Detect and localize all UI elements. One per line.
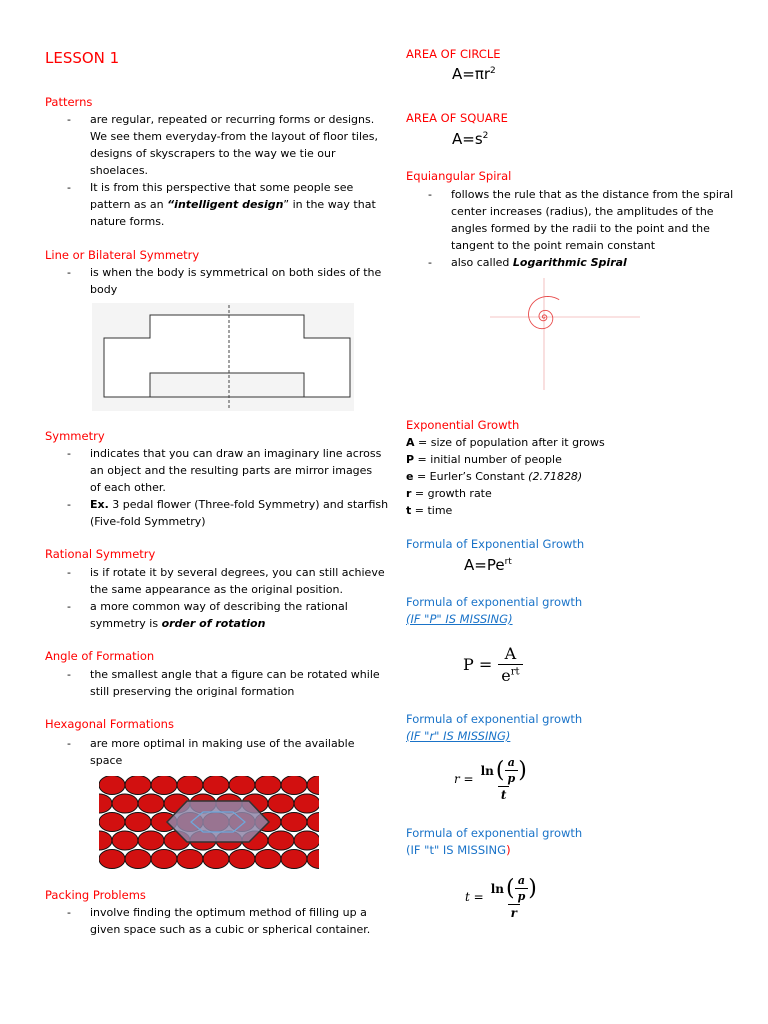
packing-ellipse xyxy=(229,776,255,795)
formula-4: t = ln ( $\frac{a}{p}$ ) r xyxy=(465,874,537,920)
hexagonal-packing-figure xyxy=(99,776,319,869)
bullet-dash: - xyxy=(67,447,71,460)
bilateral-symmetry-figure xyxy=(92,303,354,411)
packing-ellipse xyxy=(268,794,294,813)
packing-ellipse xyxy=(268,831,294,850)
rational-symmetry-heading: Rational Symmetry xyxy=(45,547,156,561)
formula-1-heading: Formula of Exponential Growth xyxy=(406,537,585,551)
packing-ellipse xyxy=(177,850,203,869)
packing-ellipse xyxy=(99,850,125,869)
packing-ellipse xyxy=(203,776,229,795)
symmetry-heading: Symmetry xyxy=(45,429,105,443)
bullet-dash: - xyxy=(67,266,71,279)
packing-ellipse xyxy=(138,794,164,813)
area-circle-formula: $A=\pi r^2$ xyxy=(452,65,496,83)
bullet-dash: - xyxy=(67,737,71,750)
rational-bullet-1: is if rotate it by several degrees, you can still achieve the same appearance as the original position. xyxy=(90,566,385,596)
bullet-dash: - xyxy=(428,188,432,201)
symmetry-bullet-1: indicates that you can draw an imaginary line across an object and the resulting parts are mirror images of each other. xyxy=(90,447,382,494)
formula-2-heading: Formula of exponential growth xyxy=(406,595,583,609)
packing-ellipse xyxy=(203,850,229,869)
packing-ellipse xyxy=(125,776,151,795)
formula-3-subheading: (IF "r" IS MISSING) xyxy=(406,729,511,743)
patterns-heading: Patterns xyxy=(45,95,93,109)
rational-bullet-2: a more common way of describing the rational symmetry is order of rotation xyxy=(90,600,348,630)
packing-ellipse xyxy=(151,776,177,795)
bullet-dash: - xyxy=(67,498,71,511)
packing-ellipse xyxy=(294,831,319,850)
exp-growth-heading: Exponential Growth xyxy=(406,418,520,432)
hexagonal-heading: Hexagonal Formations xyxy=(45,717,174,731)
packing-ellipse xyxy=(112,831,138,850)
packing-ellipse xyxy=(151,850,177,869)
formula-4-heading: Formula of exponential growth xyxy=(406,826,583,840)
packing-ellipse xyxy=(112,794,138,813)
line-symmetry-bullet-1: is when the body is symmetrical on both sides of the body xyxy=(90,266,382,296)
packing-ellipse xyxy=(125,850,151,869)
packing-heading: Packing Problems xyxy=(45,888,146,902)
patterns-bullet-1: are regular, repeated or recurring forms or designs. We see them everyday-from the layout of floor tiles, designs of skyscrapers to the way we tie our shoelaces. xyxy=(90,113,378,177)
angle-bullet-1: the smallest angle that a figure can be rotated while still preserving the original formation xyxy=(90,668,380,698)
packing-ellipse xyxy=(281,813,307,832)
bullet-dash: - xyxy=(428,256,432,269)
packing-ellipse xyxy=(229,850,255,869)
formula-1: $A=Pe^{rt}$ xyxy=(464,556,512,574)
exp-growth-definitions xyxy=(406,434,605,519)
def-r: r = growth rate xyxy=(406,487,492,500)
packing-ellipse xyxy=(99,813,125,832)
lesson-title: LESSON 1 xyxy=(45,49,120,67)
packing-ellipse xyxy=(125,813,151,832)
area-square-formula: $A=s^2$ xyxy=(452,130,489,148)
spiral-bullet-2: also called Logarithmic Spiral xyxy=(451,256,627,269)
def-t: t = time xyxy=(406,504,453,517)
bullet-dash: - xyxy=(67,113,71,126)
spiral-bullet-1: follows the rule that as the distance from the spiral center increases (radius), the amplitudes of the angles formed by the radii to the point and the tangent to the point remain constant xyxy=(451,188,734,252)
bullet-dash: - xyxy=(67,566,71,579)
packing-ellipse xyxy=(138,831,164,850)
patterns-bullet-2: It is from this perspective that some people see pattern as an “intelligent design” in the way that nature forms. xyxy=(90,181,376,228)
packing-ellipse xyxy=(177,776,203,795)
angle-heading: Angle of Formation xyxy=(45,649,155,663)
formula-2: P = $\frac{A}{e^{rt}}$ xyxy=(463,644,523,685)
bullet-dash: - xyxy=(67,668,71,681)
hexagonal-bullet-1: are more optimal in making use of the available space xyxy=(90,737,355,767)
bullet-dash: - xyxy=(67,906,71,919)
packing-ellipse xyxy=(281,850,307,869)
packing-bullet-1: involve finding the optimum method of filling up a given space such as a cubic or spherical container. xyxy=(90,906,371,936)
formula-3: r = ln ( $\frac{a}{p}$ ) t xyxy=(454,756,527,802)
line-symmetry-heading: Line or Bilateral Symmetry xyxy=(45,248,200,262)
formula-4-subheading: (IF "t" IS MISSING) xyxy=(406,843,511,857)
logarithmic-spiral-figure xyxy=(490,278,640,390)
packing-ellipse xyxy=(255,850,281,869)
def-e: e = Eurler’s Constant (2.71828) xyxy=(406,470,583,483)
formula-2-subheading: (IF "P" IS MISSING) xyxy=(406,612,513,626)
bullet-dash: - xyxy=(67,600,71,613)
formula-3-heading: Formula of exponential growth xyxy=(406,712,583,726)
symmetry-bullet-2: Ex. 3 pedal flower (Three-fold Symmetry) and starfish (Five-fold Symmetry) xyxy=(90,498,389,528)
def-a: A = size of population after it grows xyxy=(406,436,605,449)
packing-ellipse xyxy=(99,776,125,795)
bullet-dash: - xyxy=(67,181,71,194)
packing-ellipse xyxy=(255,776,281,795)
packing-ellipse xyxy=(294,794,319,813)
spiral-heading: Equiangular Spiral xyxy=(406,169,512,183)
area-circle-heading: AREA OF CIRCLE xyxy=(406,47,501,61)
packing-ellipse xyxy=(281,776,307,795)
area-square-heading: AREA OF SQUARE xyxy=(406,111,508,125)
def-p: P = initial number of people xyxy=(406,453,562,466)
